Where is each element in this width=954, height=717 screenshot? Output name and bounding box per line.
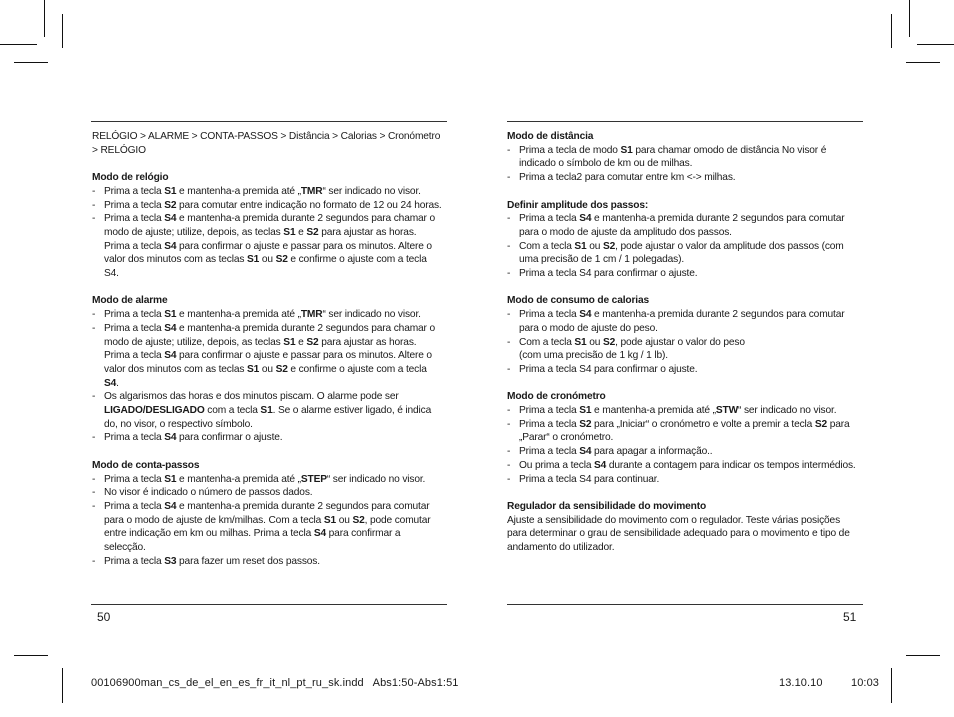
left-top-rule — [91, 121, 447, 122]
crop-mark — [14, 655, 48, 656]
list-item: - Prima a tecla S4 para apagar a informação.. — [507, 445, 859, 459]
left-bottom-rule — [91, 604, 447, 605]
stride-length-heading: Definir amplitude dos passos: — [507, 199, 649, 211]
sensitivity-heading: Regulador da sensibilidade do movimento — [507, 500, 707, 512]
stopwatch-mode-heading: Modo de cronómetro — [507, 391, 606, 403]
distance-mode-list — [507, 144, 859, 185]
clock-mode-list — [92, 185, 444, 281]
list-item: - Prima a tecla S4 e mantenha-a premida durante 2 segundos para comutar para o modo de ajuste da amplitudo dos passos. — [507, 212, 859, 239]
crop-mark — [917, 44, 954, 45]
list-item: - Ou prima a tecla S4 durante a contagem para indicar os tempos intermédios. — [507, 459, 859, 473]
list-item: - Com a tecla S1 ou S2, pode ajustar o valor do peso (com uma precisão de 1 kg / 1 lb). — [507, 336, 859, 363]
list-item: - Prima a tecla S4 e mantenha-a premida durante 2 segundos para comutar para o modo de ajuste de km/milhas. Com a tecla S1 ou S2, pode comutar entre indicação em km ou milhas. Prima a tecla S4 para confirmar a selecção. — [92, 500, 444, 555]
crop-mark — [14, 62, 48, 63]
right-bottom-rule — [507, 604, 863, 605]
list-item: - Prima a tecla2 para comutar entre km <-> milhas. — [507, 171, 859, 185]
list-item: - Prima a tecla S3 para fazer um reset dos passos. — [92, 555, 444, 569]
right-top-rule — [507, 121, 863, 122]
list-item: - Prima a tecla S4 para confirmar o ajuste. — [507, 267, 859, 281]
step-counter-heading: Modo de conta-passos — [92, 459, 200, 471]
list-item: - Prima a tecla de modo S1 para chamar omodo de distância No visor é indicado o símbolo de km ou de milhas. — [507, 144, 859, 171]
list-item: - Prima a tecla S2 para „Iniciar“ o cronómetro e volte a premir a tecla S2 para „Parar“ o cronómetro. — [507, 418, 859, 445]
page-number-left: 50 — [97, 610, 111, 624]
alarm-mode-heading: Modo de alarme — [92, 295, 168, 307]
crop-mark — [62, 668, 63, 703]
slug-date: 13.10.10 — [779, 677, 823, 689]
distance-mode-heading: Modo de distância — [507, 131, 594, 142]
list-item: - Prima a tecla S4 para confirmar o ajuste. — [507, 363, 859, 377]
slug-time: 10:03 — [851, 677, 880, 689]
crop-mark — [891, 668, 892, 703]
list-item: - Prima a tecla S1 e mantenha-a premida até „TMR“ ser indicado no visor. — [92, 185, 444, 199]
list-item: - Prima a tecla S4 para confirmar o ajuste. — [92, 431, 444, 445]
crop-mark — [0, 44, 37, 45]
list-item: - Prima a tecla S1 e mantenha-a premida até „STEP“ ser indicado no visor. — [92, 473, 444, 487]
list-item: - Prima a tecla S1 e mantenha-a premida até „TMR“ ser indicado no visor. — [92, 308, 444, 322]
crop-mark — [906, 655, 940, 656]
list-item: - Prima a tecla S4 para continuar. — [507, 473, 859, 487]
stopwatch-mode-list — [507, 404, 859, 486]
list-item: - No visor é indicado o número de passos dados. — [92, 486, 444, 500]
list-item: - Prima a tecla S2 para comutar entre indicação no formato de 12 ou 24 horas. — [92, 199, 444, 213]
page-number-right: 51 — [843, 610, 857, 624]
left-page — [92, 130, 444, 568]
right-page — [507, 130, 859, 555]
crop-mark — [909, 0, 910, 37]
crop-mark — [44, 0, 45, 37]
calorie-mode-heading: Modo de consumo de calorias — [507, 295, 649, 307]
list-item: - Prima a tecla S4 e mantenha-a premida durante 2 segundos para comutar para o modo de ajuste do peso. — [507, 308, 859, 335]
file-slug: 00106900man_cs_de_el_en_es_fr_it_nl_pt_ru_sk.indd Abs1:50-Abs1:51 — [91, 677, 459, 689]
step-counter-list — [92, 473, 444, 569]
alarm-mode-list — [92, 308, 444, 445]
list-item: - Prima a tecla S4 e mantenha-a premida durante 2 segundos para chamar o modo de ajuste; utilize, depois, as teclas S1 e S2 para ajustar as horas. Prima a tecla S4 para confirmar o ajuste e passar para os minutos. Altere o valor dos minutos com as teclas S1 ou S2 e confirme o ajuste com a tecla S4. — [92, 322, 444, 391]
stride-length-list — [507, 212, 859, 281]
sensitivity-body: Ajuste a sensibilidade do movimento com o regulador. Teste várias posições para determinar o grau de sensibilidade adequado para o movimento e tipo de andamento do utilizador. — [507, 514, 850, 554]
list-item: - Prima a tecla S1 e mantenha-a premida até „STW“ ser indicado no visor. — [507, 404, 859, 418]
menu-path: RELÓGIO > ALARME > CONTA-PASSOS > Distância > Calorias > Cronómetro > RELÓGIO — [92, 131, 441, 156]
list-item: - Os algarismos das horas e dos minutos piscam. O alarme pode ser LIGADO/DESLIGADO com a tecla S1. Se o alarme estiver ligado, é indica do, no visor, o respectivo símbolo. — [92, 390, 444, 431]
crop-mark — [62, 14, 63, 48]
crop-mark — [891, 14, 892, 48]
calorie-mode-list — [507, 308, 859, 377]
clock-mode-heading: Modo de relógio — [92, 172, 169, 184]
crop-mark — [906, 62, 940, 63]
list-item: - Com a tecla S1 ou S2, pode ajustar o valor da amplitude dos passos (com uma precisão de 1 cm / 1 polegadas). — [507, 240, 859, 267]
list-item: - Prima a tecla S4 e mantenha-a premida durante 2 segundos para chamar o modo de ajuste; utilize, depois, as teclas S1 e S2 para ajustar as horas. Prima a tecla S4 para confirmar o ajuste e passar para os minutos. Altere o valor dos minutos com as teclas S1 ou S2 e confirme o ajuste com a tecla S4. — [92, 212, 444, 281]
